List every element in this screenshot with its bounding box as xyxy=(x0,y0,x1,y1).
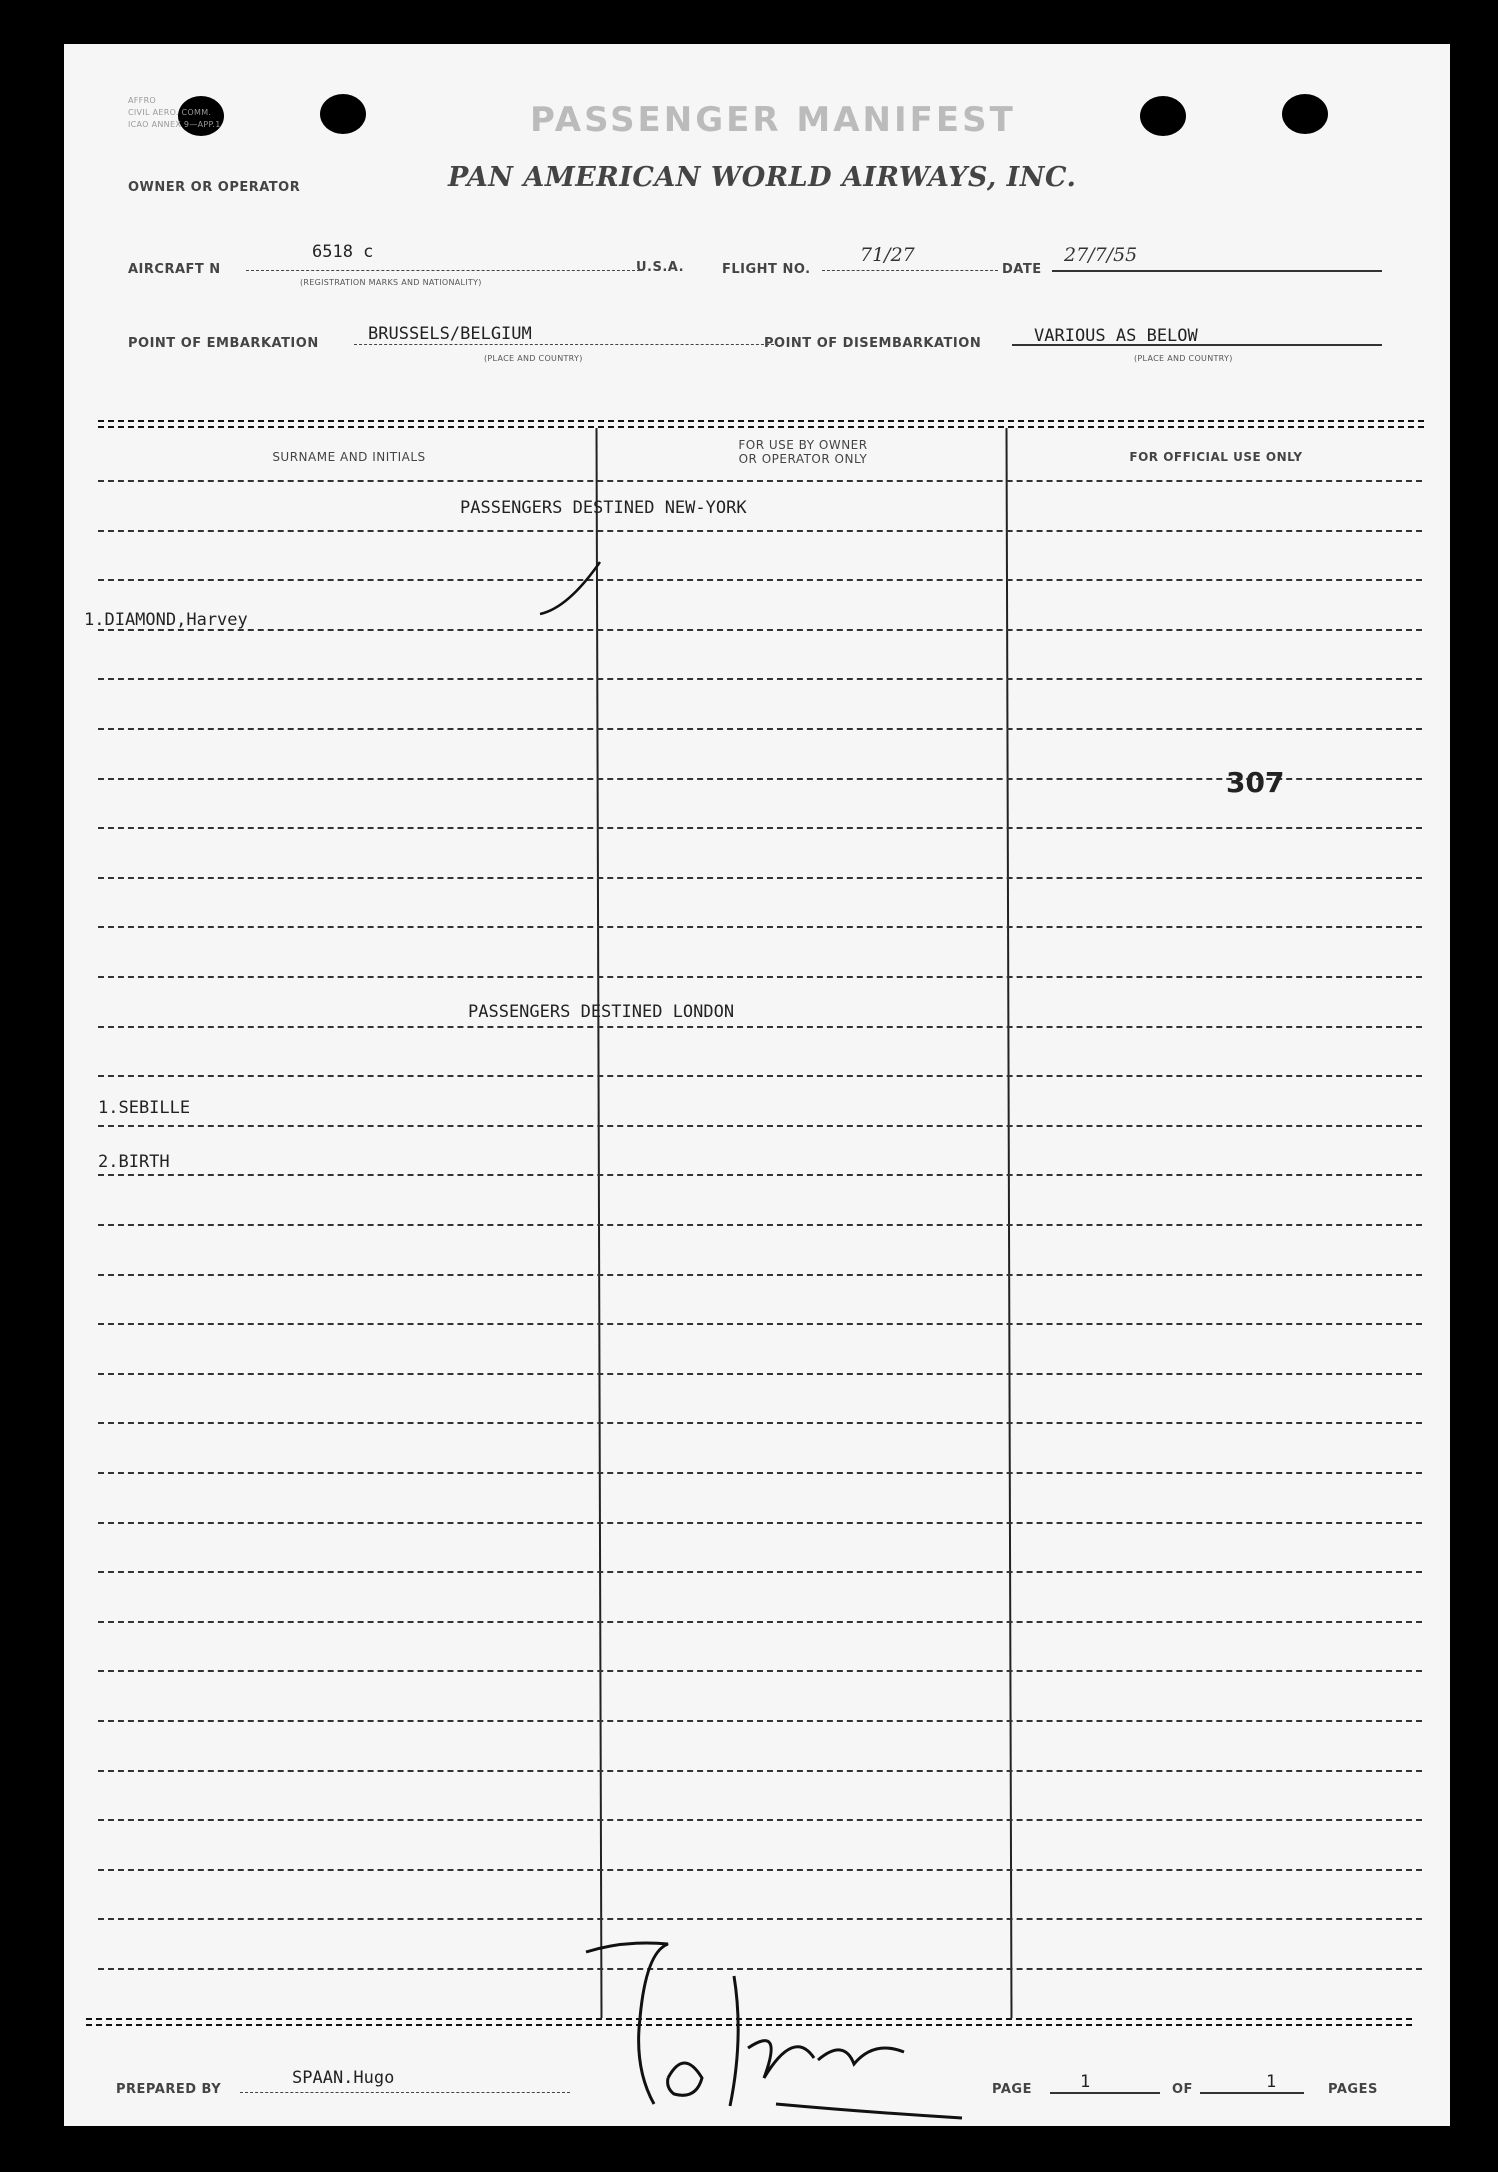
table-row-line xyxy=(98,1075,1422,1077)
place-caption: (PLACE AND COUNTRY) xyxy=(1134,354,1233,363)
pages-label: PAGES xyxy=(1328,2082,1378,2097)
table-top-rule xyxy=(98,420,1424,422)
table-row-line xyxy=(98,480,1422,482)
table-row-line xyxy=(98,1373,1422,1375)
table-row-line xyxy=(98,778,1422,780)
table-row-line xyxy=(98,926,1422,928)
prepared-label: PREPARED BY xyxy=(116,2082,222,2097)
signature xyxy=(584,1928,974,2124)
table-row-line xyxy=(98,1819,1422,1821)
table-row-line xyxy=(98,1224,1422,1226)
table-row-line xyxy=(98,530,1422,532)
official-number: 307 xyxy=(1226,766,1285,799)
date-label: DATE xyxy=(1002,262,1042,277)
table-row-line xyxy=(98,1472,1422,1474)
of-line xyxy=(1200,2092,1304,2094)
page-label: PAGE xyxy=(992,2082,1032,2097)
col-header-surname: SURNAME AND INITIALS xyxy=(272,450,426,464)
table-row-line xyxy=(98,1720,1422,1722)
page-value: 1 xyxy=(1080,2072,1091,2092)
table-row-line xyxy=(98,579,1422,581)
owner-value: PAN AMERICAN WORLD AIRWAYS, INC. xyxy=(448,162,1077,193)
owner-label: OWNER OR OPERATOR xyxy=(128,180,301,195)
punch-hole xyxy=(320,94,366,134)
column-divider xyxy=(596,428,603,2018)
table-row-line xyxy=(98,629,1422,631)
section-heading-newyork: PASSENGERS DESTINED NEW-YORK xyxy=(460,498,747,518)
flight-value: 71/27 xyxy=(860,244,915,266)
table-row-line xyxy=(98,728,1422,730)
table-row-line xyxy=(98,1274,1422,1276)
corner-stamp-line: AFFRO xyxy=(128,96,157,105)
corner-stamp-line: ICAO ANNEX 9—APP.1 xyxy=(128,120,221,129)
table-row-line xyxy=(98,1918,1422,1920)
table-top-rule xyxy=(98,426,1424,428)
corner-stamp-line: CIVIL AERO. COMM. xyxy=(128,108,212,117)
date-value: 27/7/55 xyxy=(1064,244,1138,266)
table-row-line xyxy=(98,1323,1422,1325)
of-label: OF xyxy=(1172,2082,1193,2097)
aircraft-value: 6518 c xyxy=(312,242,374,262)
disembark-value: VARIOUS AS BELOW xyxy=(1034,326,1198,346)
col-header-owner-line2: OR OPERATOR ONLY xyxy=(738,452,868,466)
punch-hole xyxy=(1282,94,1328,134)
table-row-line xyxy=(98,1571,1422,1573)
aircraft-line xyxy=(246,270,640,271)
passenger-entry: 1.DIAMOND,Harvey xyxy=(84,610,248,630)
table-row-line xyxy=(98,1869,1422,1871)
table-row-line xyxy=(98,1522,1422,1524)
col-header-owner-line1: FOR USE BY OWNER xyxy=(738,438,868,452)
col-header-official: FOR OFFICIAL USE ONLY xyxy=(1129,450,1303,464)
embark-value: BRUSSELS/BELGIUM xyxy=(368,324,532,344)
table-row-line xyxy=(98,1621,1422,1623)
check-mark xyxy=(538,558,608,618)
passenger-entry: 2.BIRTH xyxy=(98,1152,170,1172)
table-row-line xyxy=(98,678,1422,680)
disembark-label: POINT OF DISEMBARKATION xyxy=(764,336,982,351)
form-title: PASSENGER MANIFEST xyxy=(530,100,1016,140)
table-row-line xyxy=(98,1125,1422,1127)
date-line xyxy=(1052,270,1382,272)
usa-label: U.S.A. xyxy=(636,260,685,275)
place-caption: (PLACE AND COUNTRY) xyxy=(484,354,583,363)
table-row-line xyxy=(98,1670,1422,1672)
table-row-line xyxy=(98,1174,1422,1176)
passenger-entry: 1.SEBILLE xyxy=(98,1098,191,1118)
aircraft-label: AIRCRAFT N xyxy=(128,262,221,277)
table-row-line xyxy=(98,1422,1422,1424)
table-row-line xyxy=(98,1770,1422,1772)
manifest-sheet xyxy=(64,44,1450,2126)
prepared-line xyxy=(240,2092,570,2093)
section-heading-london: PASSENGERS DESTINED LONDON xyxy=(468,1002,735,1022)
column-divider xyxy=(1006,428,1013,2018)
page-line xyxy=(1050,2092,1160,2094)
table-row-line xyxy=(98,1026,1422,1028)
table-row-line xyxy=(98,827,1422,829)
prepared-value: SPAAN.Hugo xyxy=(292,2068,395,2088)
flight-label: FLIGHT NO. xyxy=(722,262,811,277)
flight-line xyxy=(822,270,998,271)
table-row-line xyxy=(98,877,1422,879)
of-value: 1 xyxy=(1266,2072,1277,2092)
punch-hole xyxy=(1140,96,1186,136)
registration-caption: (REGISTRATION MARKS AND NATIONALITY) xyxy=(300,278,482,287)
embark-label: POINT OF EMBARKATION xyxy=(128,336,319,351)
table-row-line xyxy=(98,976,1422,978)
embark-line xyxy=(354,344,774,345)
